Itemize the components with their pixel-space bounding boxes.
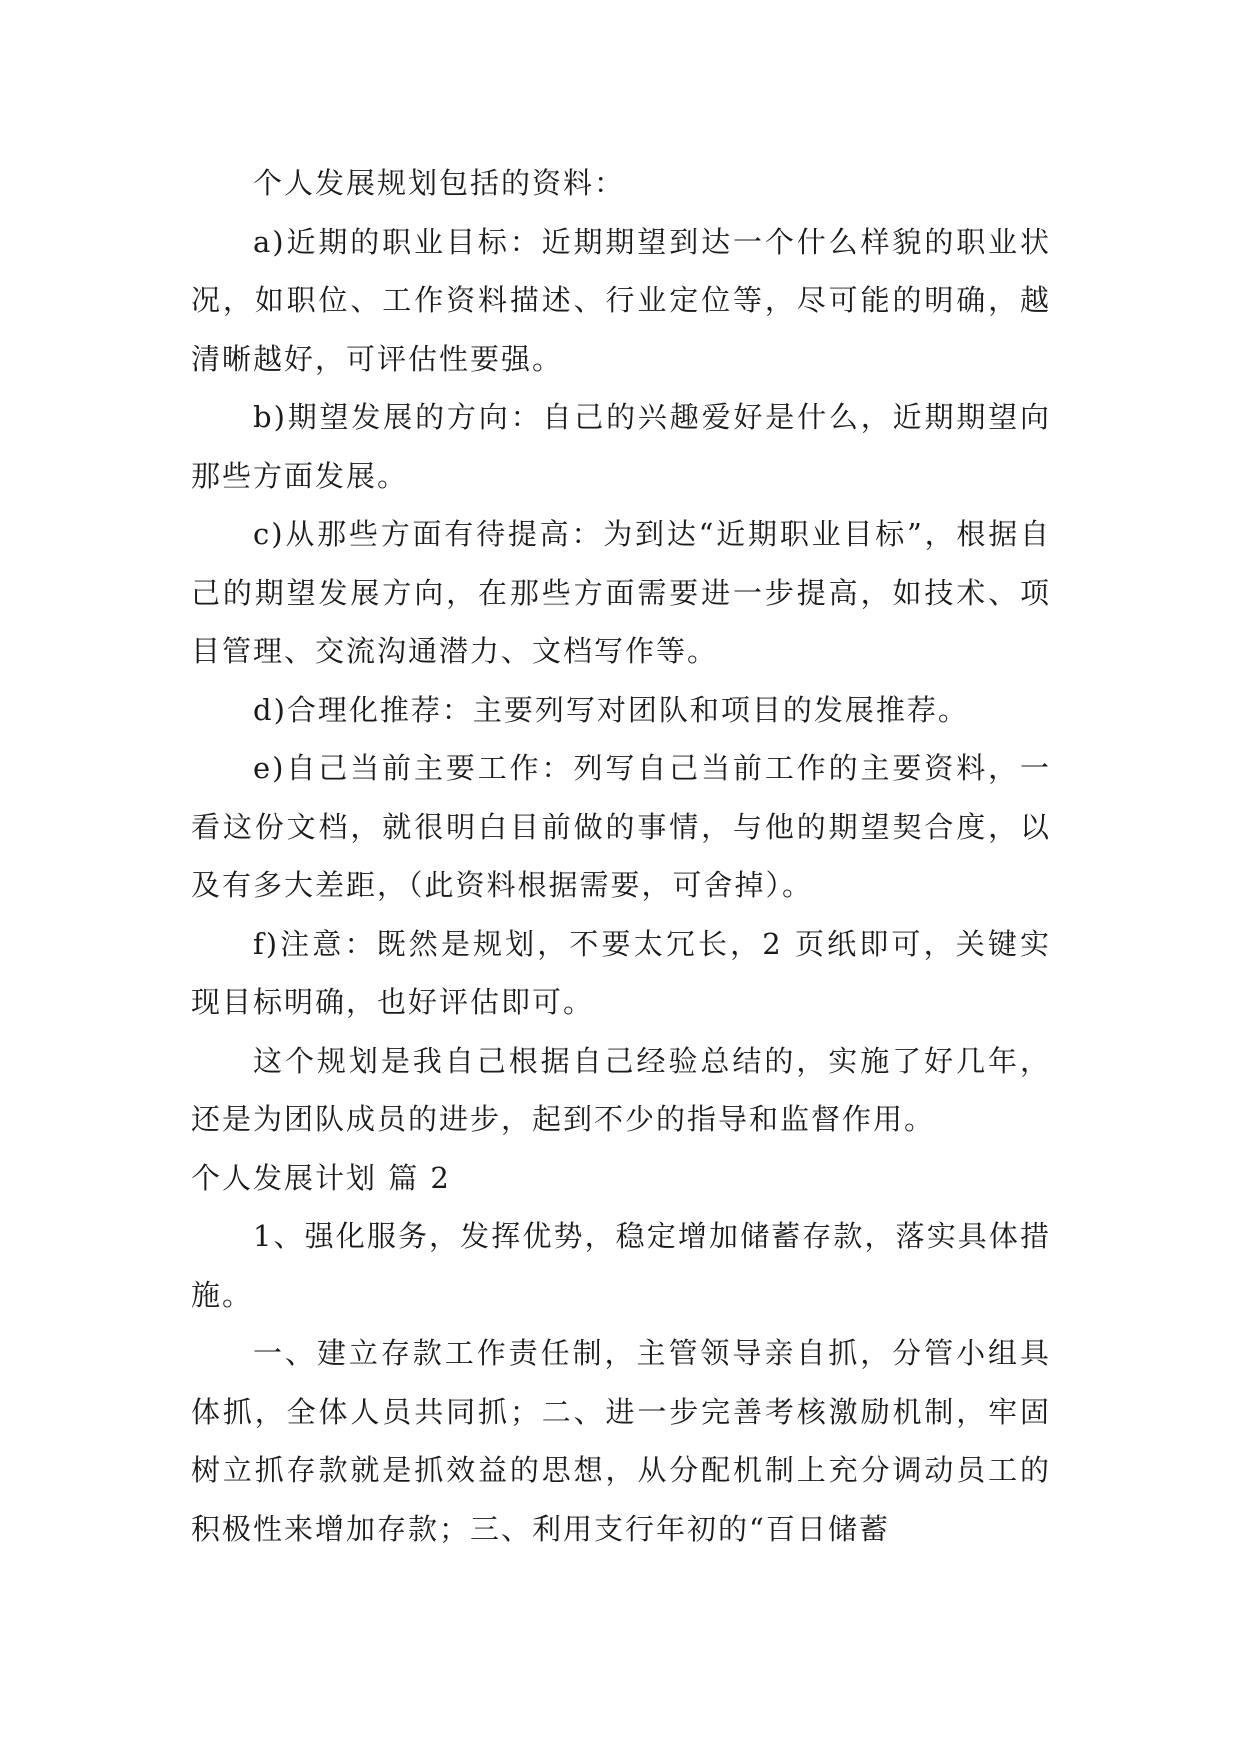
section-heading: 个人发展计划 篇 2 (191, 1160, 451, 1195)
paragraph-item-b: b)期望发展的方向：自己的兴趣爱好是什么，近期期望向那些方面发展。 (191, 400, 1051, 493)
paragraph-summary: 这个规划是我自己根据自己经验总结的，实施了好几年，还是为团队成员的进步，起到不少的指导和监督作用。 (191, 1043, 1051, 1136)
paragraph-item-d: d)合理化推荐：主要列写对团队和项目的发展推荐。 (253, 692, 969, 727)
paragraph-item-e: e)自己当前主要工作：列写自己当前工作的主要资料，一看这份文档，就很明白目前做的事情，与他的期望契合度，以及有多大差距，（此资料根据需要，可舍掉）。 (191, 751, 1051, 902)
paragraph-item-c: c)从那些方面有待提高：为到达“近期职业目标”，根据自己的期望发展方向，在那些方面需要进一步提高，如技术、项目管理、交流沟通潜力、文档写作等。 (191, 517, 1051, 668)
paragraph-item-f: f)注意：既然是规划，不要太冗长，2 页纸即可，关键实现目标明确，也好评估即可。 (191, 926, 1051, 1019)
paragraph-item-a: a)近期的职业目标：近期期望到达一个什么样貌的职业状况，如职位、工作资料描述、行业定位等，尽可能的明确，越清晰越好，可评估性要强。 (191, 224, 1051, 376)
paragraph-intro: 个人发展规划包括的资料： (253, 166, 626, 200)
paragraph-section-2: 一、建立存款工作责任制，主管领导亲自抓，分管小组具体抓，全体人员共同抓；二、进一步完善考核激励机制，牢固树立抓存款就是抓效益的思想，从分配机制上充分调动员工的积极性来增加存款；三、利用支行年初的“百日储蓄 (191, 1336, 1051, 1546)
document-body (191, 154, 1051, 1558)
paragraph-section-1: 1、强化服务，发挥优势，稳定增加储蓄存款，落实具体措施。 (191, 1219, 1051, 1312)
